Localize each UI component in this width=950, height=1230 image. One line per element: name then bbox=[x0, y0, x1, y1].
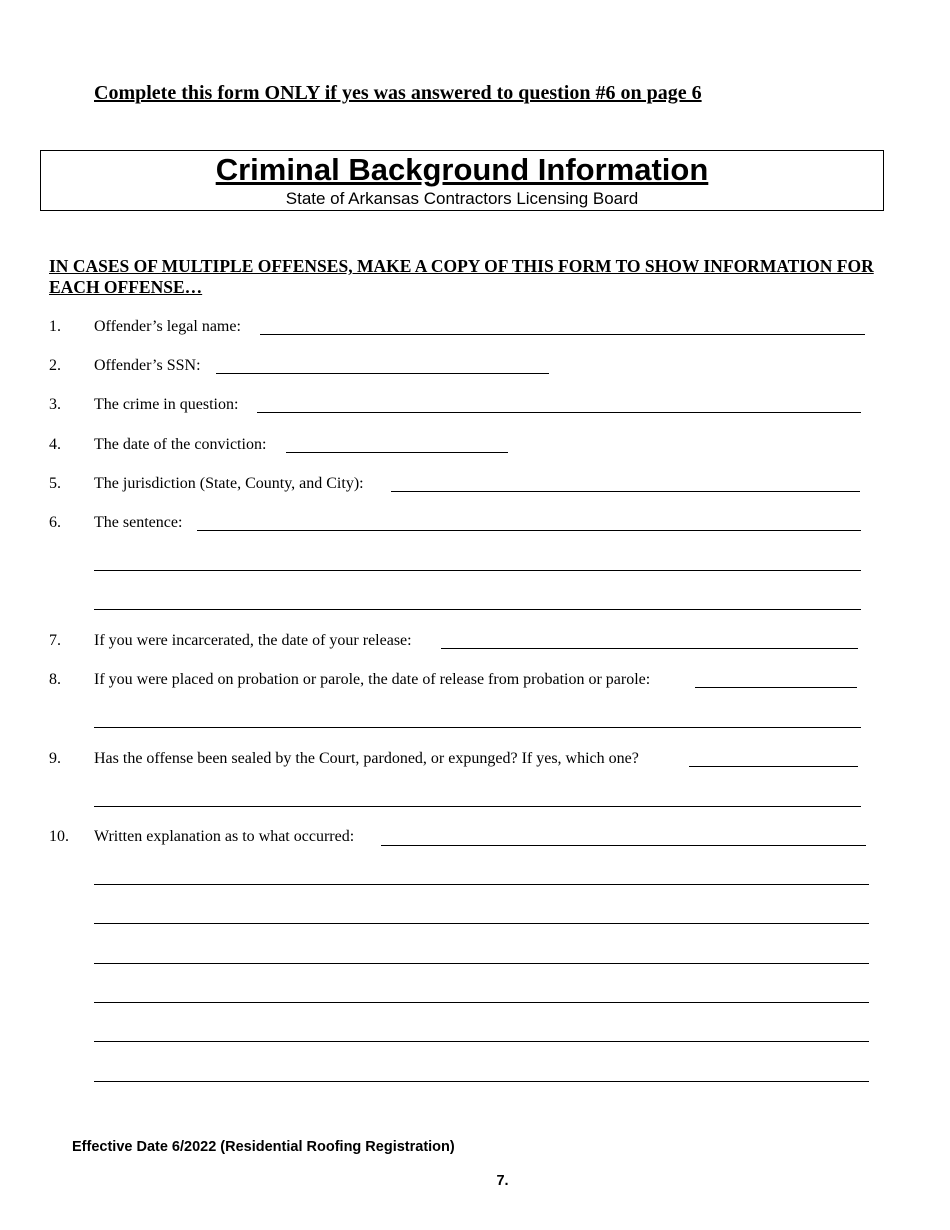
sentence-field-line-2[interactable] bbox=[94, 570, 861, 571]
question-label: The sentence: bbox=[94, 514, 183, 531]
question-number: 2. bbox=[49, 357, 61, 374]
question-number: 7. bbox=[49, 632, 61, 649]
question-label: If you were incarcerated, the date of your release: bbox=[94, 632, 412, 649]
question-label: Written explanation as to what occurred: bbox=[94, 828, 355, 845]
question-label: The date of the conviction: bbox=[94, 436, 267, 453]
question-number: 1. bbox=[49, 318, 61, 335]
conviction-date-field[interactable] bbox=[286, 452, 508, 453]
question-number: 6. bbox=[49, 514, 61, 531]
question-number: 8. bbox=[49, 671, 61, 688]
sentence-field-line-3[interactable] bbox=[94, 609, 861, 610]
form-instruction: Complete this form ONLY if yes was answered to question #6 on page 6 bbox=[94, 82, 702, 104]
question-label: Offender’s SSN: bbox=[94, 357, 201, 374]
question-label: The jurisdiction (State, County, and City): bbox=[94, 475, 364, 492]
sealed-offense-field-line-2[interactable] bbox=[94, 806, 861, 807]
question-label: If you were placed on probation or parole, the date of release from probation or parole: bbox=[94, 671, 651, 688]
question-label: Offender’s legal name: bbox=[94, 318, 241, 335]
explanation-field-line-3[interactable] bbox=[94, 923, 869, 924]
explanation-field-line-5[interactable] bbox=[94, 1002, 869, 1003]
explanation-field-line-2[interactable] bbox=[94, 884, 869, 885]
page-title: Criminal Background Information bbox=[215, 152, 709, 187]
question-label: Has the offense been sealed by the Court, pardoned, or expunged? If yes, which one? bbox=[94, 750, 639, 767]
question-number: 4. bbox=[49, 436, 61, 453]
sentence-field[interactable] bbox=[197, 530, 861, 531]
sealed-offense-field[interactable] bbox=[689, 766, 858, 767]
jurisdiction-field[interactable] bbox=[391, 491, 860, 492]
page-number: 7. bbox=[496, 1173, 509, 1189]
title-box bbox=[40, 150, 884, 211]
question-number: 3. bbox=[49, 396, 61, 413]
release-date-field[interactable] bbox=[441, 648, 858, 649]
page-subtitle: State of Arkansas Contractors Licensing Board bbox=[285, 189, 639, 208]
probation-release-field[interactable] bbox=[695, 687, 857, 688]
explanation-field[interactable] bbox=[381, 845, 866, 846]
question-number: 5. bbox=[49, 475, 61, 492]
ssn-field[interactable] bbox=[216, 373, 549, 374]
multiple-offenses-note: IN CASES OF MULTIPLE OFFENSES, MAKE A COPY OF THIS FORM TO SHOW INFORMATION FOR EACH OFFENSE… bbox=[49, 256, 874, 297]
crime-field[interactable] bbox=[257, 412, 861, 413]
legal-name-field[interactable] bbox=[260, 334, 865, 335]
explanation-field-line-6[interactable] bbox=[94, 1041, 869, 1042]
question-label: The crime in question: bbox=[94, 396, 239, 413]
explanation-field-line-7[interactable] bbox=[94, 1081, 869, 1082]
question-number: 9. bbox=[49, 750, 61, 767]
question-number: 10. bbox=[49, 828, 69, 845]
probation-release-field-line-2[interactable] bbox=[94, 727, 861, 728]
footer-effective-date: Effective Date 6/2022 (Residential Roofing Registration) bbox=[72, 1139, 455, 1155]
explanation-field-line-4[interactable] bbox=[94, 963, 869, 964]
